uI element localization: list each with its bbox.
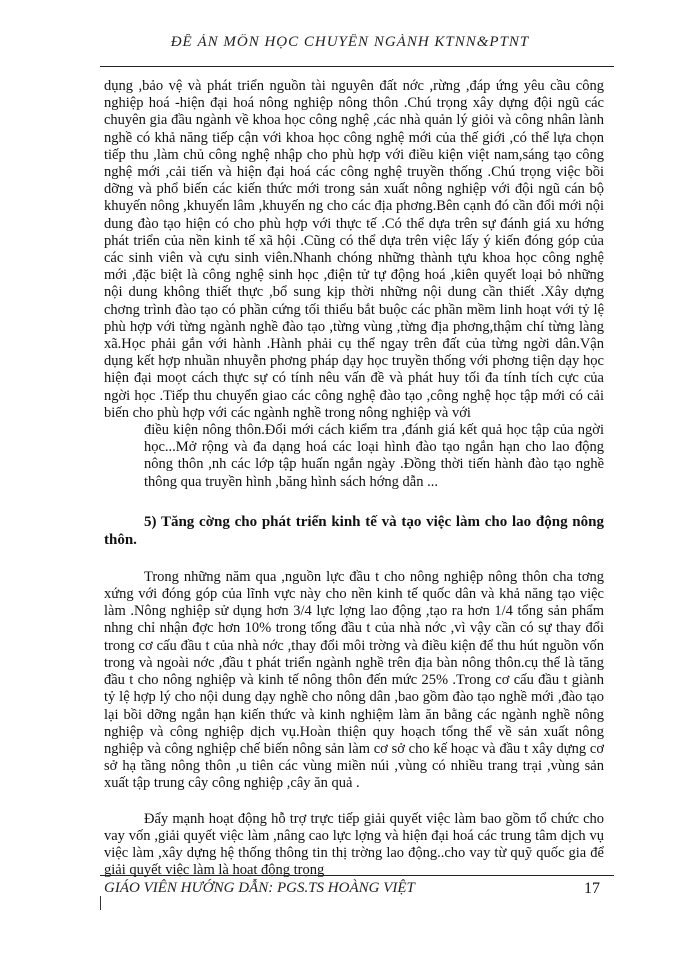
paragraph-continuation-indented: điều kiện nông thôn.Đổi mới cách kiểm tra ,đánh giá kết quả học tập của ngời học...Mở rộng và đa dạng hoá các loại hình đào tạo ngắn hạn cho lao động nông thôn ,nh các lớp tập huấn ngắn ngày .Đồng thời tiến hành đào tạo nghề thông qua truyền hình ,băng hình sách hớng dẫn ...	[144, 422, 604, 490]
footer-divider	[100, 875, 614, 876]
document-body	[104, 78, 604, 879]
page-number: 17	[584, 880, 600, 897]
header-divider	[100, 66, 614, 67]
paragraph-employment-support: Đẩy mạnh hoạt động hỗ trợ trực tiếp giải quyết việc làm bao gồm tổ chức cho vay vốn ,giải quyết việc làm ,nâng cao lực lợng và hiện đại hoá các trung tâm dịch vụ việc làm ,xây dựng hệ thống thông tin thị trờng lao động..cho vay từ quỹ quốc gia để giải quyết việc làm là hoạt động trọng	[104, 810, 604, 879]
paragraph-investment: Trong những năm qua ,nguồn lực đầu t cho nông nghiệp nông thôn cha tơng xứng với đóng góp của lĩnh vực này cho nền kinh tế quốc dân và khả năng tạo việc làm .Nông nghiệp sử dụng hơn 3/4 lực lợng lao động ,tạo ra hơn 1/4 tổng sản phẩm nhng chỉ nhận đợc hơn 10% trong tổng đầu t của nhà nớc ,vì vậy cần có sự thay đổi trong cơ cấu đầu t của nhà nớc ,thay đổi môi trờng và điều kiện để thu hút nguồn vốn trong và ngoài nớc ,đầu t phát triển ngành nghề trên địa bàn nông thôn.cụ thể là tăng đầu t cho nông nghiệp và kinh tế nông thôn đến mức 25% .Trong cơ cấu đầu t giành tỷ lệ hợp lý cho nội dung dạy nghề cho nông dân ,bao gồm đào tạo nghề mới ,đào tạo lại bồi dỡng ngắn hạn kiến thức và kinh nghiệm làm ăn bằng các ngành nghề nông nghiệp và công nghiệp dịch vụ.Hoàn thiện quy hoạch tổng thể về sản xuất nông nghiệp và công nghiệp chế biến nông sản làm cơ sở cho kế hoạc và đầu t xây dựng cơ sở hạ tầng nông thôn ,u tiên các vùng miền núi ,vùng có nhiều trang trại ,vùng sản xuất tập trung cây công nghiệp ,cây ăn quả .	[104, 568, 604, 792]
footer-advisor: GIÁO VIÊN HƯỚNG DẪN: PGS.TS HOÀNG VIỆT	[104, 880, 415, 896]
section-heading: 5) Tăng cờng cho phát triển kinh tế và tạo việc làm cho lao động nông thôn.	[104, 513, 604, 548]
paragraph-continuation: dụng ,bảo vệ và phát triển nguồn tài nguyên đất nớc ,rừng ,đáp ứng yêu cầu công nghiệp hoá -hiện đại hoá nông nghiệp nông thôn .Chú trọng xây dựng đội ngũ các chuyên gia đầu ngành về khoa học công nghệ ,các nhà quản lý giỏi và công nhân lành nghề có khả năng tiếp cận với khoa học công nghệ mới của thế giới ,có thể lựa chọn tiếp thu ,làm chủ công nghệ nhập cho phù hợp với điều kiện việt nam,sáng tạo công nghệ mới ,cải tiến và hiện đại hoá các công nghệ truyền thống .Chú trọng việc bồi dỡng và phổ biến các kiến thức mới trong sản xuất nông nghiệp với đội ngũ cán bộ khuyến nông ,khuyến lâm ,khuyến ng cho các địa phơng.Bên cạnh đó cần đổi mới nội dung đào tạo hiện có cho phù hợp với thực tế .Có thể dựa trên sự đánh giá xu hớng phát triển của nền kinh tế xã hội .Cũng có thể dựa trên việc lấy ý kiến đóng góp của các sinh viên và cựu sinh viên.Nhanh chóng những thành tựu khoa học công nghệ mới ,đặc biệt là công nghệ sinh học ,điện tử tự động hoá ,kiên quyết loại bỏ những nội dung không thiết thực ,bổ sung kịp thời những nội dung cần thiết .Xây dựng chơng trình đào tạo có phần cứng tối thiểu bắt buộc các phần mềm linh hoạt với tỷ lệ phù hợp với từng ngành nghề đào tạo ,từng vùng ,từng địa phơng,thậm chí từng làng xã.Học phải gắn với hành .Hành phải cụ thể ngay trên đất của từng ngời dân.Vận dụng kết hợp nhuần nhuyễn phơng pháp dạy học truyền thống với phơng tiện dạy học hiện đại moọt cách thực sự có tính nêu vấn đề và phát huy tối đa tính tích cực của ngời học .Tiếp thu chuyển giao các công nghệ đào tạo ,công nghệ học tập mới có cải biến cho phù hợp với các ngành nghề trong nông nghiệp và với	[104, 78, 604, 421]
margin-mark	[100, 896, 101, 910]
page-header-title: ĐỀ ÁN MÔN HỌC CHUYÊN NGÀNH KTNN&PTNT	[170, 34, 530, 50]
